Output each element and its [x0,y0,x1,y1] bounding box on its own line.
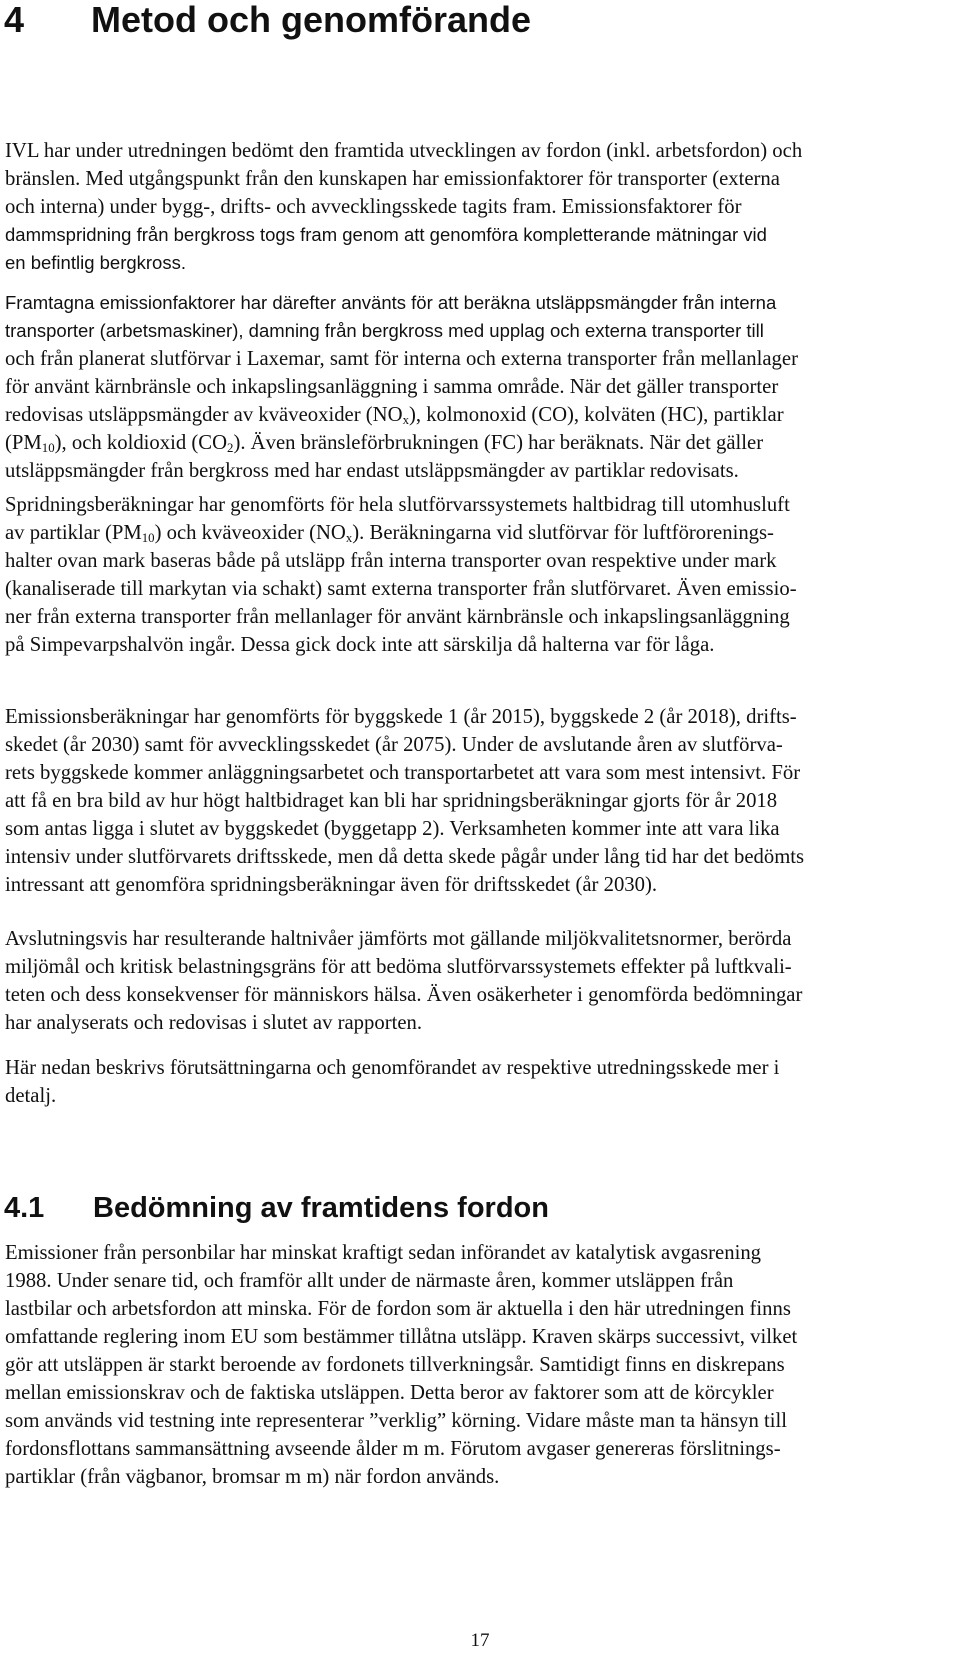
page-number: 17 [470,1630,490,1651]
text-line [5,429,798,457]
text-line: Spridningsberäkningar har genomförts för hela slutförvarssystemets haltbidrag till utomhusluft [5,494,790,516]
paragraph-emission-factors [5,289,776,345]
text-line: Emissionsberäkningar har genomförts för byggskede 1 (år 2015), byggskede 2 (år 2018), drifts- [5,706,797,728]
text-line: att få en bra bild av hur högt haltbidraget kan bli har spridningsberäkningar gjorts för år 2018 [5,790,778,812]
paragraph-intro [5,137,802,221]
text-line: partiklar (från vägbanor, bromsar m m) när fordon används. [5,1466,500,1488]
paragraph-conclusion [5,925,802,1037]
subscript: 10 [41,441,55,456]
text-line: bränslen. Med utgångspunkt från den kunskapen har emissionfaktorer för transporter (externa [5,168,780,190]
paragraph-intro-continued [5,221,767,277]
text-line: som antas ligga i slutet av byggskedet (byggetapp 2). Verksamheten kommer inte att vara lika [5,818,780,840]
text-line: som används vid testning inte representerar ”verklig” körning. Vidare måste man ta hänsyn till [5,1410,787,1432]
text-line: Avslutningsvis har resulterande haltnivåer jämförts mot gällande miljökvalitetsnormer, berörda [5,928,792,950]
text-line: för använt kärnbränsle och inkapslingsanläggning i samma område. När det gäller transporter [5,376,779,398]
text-line: har analyserats och redovisas i slutet av rapporten. [5,1012,423,1034]
text-line: 1988. Under senare tid, och framför allt under de närmaste åren, kommer utsläppen från [5,1270,734,1292]
text-fragment: (PM [5,432,42,454]
text-fragment: ). Även bränsleförbrukningen (FC) har beräknats. När det gäller [233,432,764,454]
text-line: Här nedan beskrivs förutsättningarna och genomförandet av respektive utredningsskede mer i [5,1057,780,1079]
paragraph-vehicles [5,1239,797,1491]
text-fragment: ), och koldioxid (CO [54,432,228,454]
text-line: på Simpevarpshalvön ingår. Dessa gick dock inte att särskilja då halterna var för låga. [5,634,715,656]
subscript: x [402,413,409,428]
paragraph-outline [5,1054,779,1110]
subsection-number: 4.1 [4,1192,45,1224]
text-line: lastbilar och arbetsfordon att minska. För de fordon som är aktuella i den här utredningen finns [5,1298,791,1320]
text-line: Emissioner från personbilar har minskat kraftigt sedan införandet av katalytisk avgasrening [5,1242,762,1264]
text-line: gör att utsläppen är starkt beroende av fordonets tillverkningsår. Samtidigt finns en diskrepans [5,1354,785,1376]
subscript: 2 [227,441,234,456]
paragraph-dispersion [5,491,797,659]
paragraph-emission-factors-continued [5,345,798,485]
section-number: 4 [4,0,25,40]
text-line: och interna) under bygg-, drifts- och avvecklingsskede tagits fram. Emissionsfaktorer för [5,196,742,218]
text-line: (kanaliserade till markytan via schakt) samt externa transporter från slutförvaret. Även emissio- [5,578,797,600]
text-line: intensiv under slutförvarets driftsskede, men då detta skede pågår under lång tid har det bedömts [5,846,805,868]
text-fragment: redovisas utsläppsmängder av kväveoxider (NO [5,404,403,426]
text-line: mellan emissionskrav och de faktiska utsläppen. Detta beror av faktorer som att de körcykler [5,1382,774,1404]
text-fragment: ), kolmonoxid (CO), kolväten (HC), partiklar [408,404,784,426]
subscript: x [345,531,353,546]
section-heading [4,0,531,42]
text-line [5,401,798,429]
subscript: 10 [141,531,155,546]
text-line: ner från externa transporter från mellanlager för använt kärnbränsle och inkapslingsanläggning [5,606,790,628]
text-line: halter ovan mark baseras både på utsläpp från interna transporter ovan respektive under mark [5,550,777,572]
text-line: omfattande reglering inom EU som bestämmer tillåtna utsläpp. Kraven skärps successivt, vilket [5,1326,798,1348]
subsection-heading [4,1190,549,1226]
subsection-title: Bedömning av framtidens fordon [93,1192,549,1224]
text-line: skedet (år 2030) samt för avvecklingsskedet (år 2075). Under de avslutande åren av slutförva- [5,734,783,756]
text-line: en befintlig bergkross. [5,252,186,273]
text-line: fordonsflottans sammansättning avseende ålder m m. Förutom avgaser genereras förslitnings- [5,1438,781,1460]
text-line: IVL har under utredningen bedömt den framtida utvecklingen av fordon (inkl. arbetsfordon) och [5,140,803,162]
text-fragment: av partiklar (PM [5,522,142,544]
text-line: Framtagna emissionfaktorer har därefter använts för att beräkna utsläppsmängder från interna [5,292,777,313]
text-line [5,519,797,547]
paragraph-calculations [5,703,804,899]
section-title: Metod och genomförande [91,0,531,40]
text-line: detalj. [5,1085,57,1107]
text-line: och från planerat slutförvar i Laxemar, samt för interna och externa transporter från mellanlager [5,348,798,370]
text-fragment: ). Beräkningarna vid slutförvar för luftförorenings- [352,522,774,544]
text-line: utsläppsmängder från bergkross med har endast utsläppsmängder av partiklar redovisats. [5,460,739,482]
text-fragment: ) och kväveoxider (NO [154,522,346,544]
text-line: teten och dess konsekvenser för människors hälsa. Även osäkerheter i genomförda bedömningar [5,984,803,1006]
text-line: rets byggskede kommer anläggningsarbetet och transportarbetet att vara som mest intensivt. För [5,762,801,784]
text-line: dammspridning från bergkross togs fram genom att genomföra kompletterande mätningar vid [5,224,767,245]
text-line: transporter (arbetsmaskiner), damning från bergkross med upplag och externa transporter till [5,320,764,341]
text-line: miljömål och kritisk belastningsgräns för att bedöma slutförvarssystemets effekter på luftkvali- [5,956,792,978]
text-line: intressant att genomföra spridningsberäkningar även för driftsskedet (år 2030). [5,874,658,896]
